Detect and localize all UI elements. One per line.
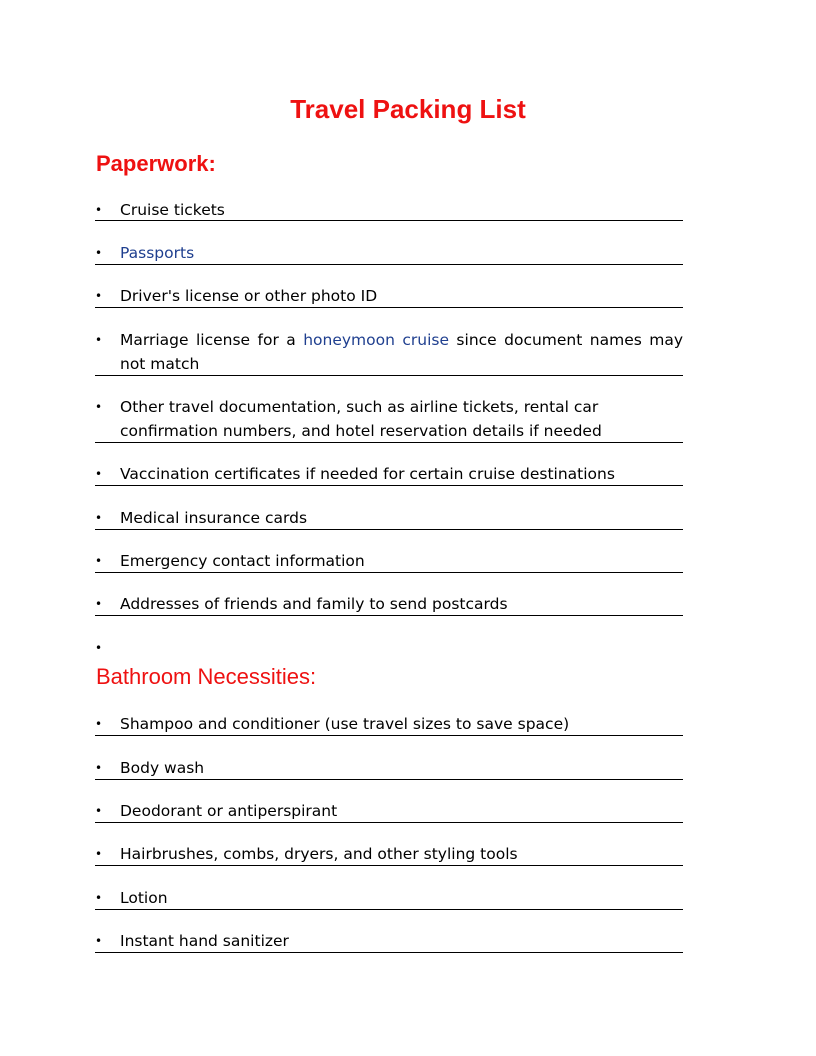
list-item [95,506,683,530]
bullet-icon: • [95,511,103,525]
item-text: Shampoo and conditioner (use travel sizes to save space) [120,715,570,733]
item-text: Addresses of friends and family to send postcards [120,595,508,613]
list-item [95,756,683,780]
item-text: Lotion [120,889,168,907]
bullet-icon: • [95,400,103,414]
bullet-icon: • [95,891,103,905]
item-text: Emergency contact information [120,552,365,570]
bullet-icon: • [95,761,103,775]
item-text [120,328,683,376]
page-title: Travel Packing List [290,94,526,124]
bullet-icon: • [95,333,103,347]
item-text-part: Marriage license for a [120,331,304,349]
list-item [95,592,683,616]
item-text: Body wash [120,759,205,777]
bullet-icon: • [95,847,103,861]
list-item [95,929,683,953]
passports-link[interactable]: Passports [120,244,195,262]
bullet-icon: • [95,203,103,217]
list-item [95,198,683,221]
bullet-icon: • [95,934,103,948]
bullet-icon: • [95,289,103,303]
item-text: Vaccination certificates if needed for certain cruise destinations [120,465,615,483]
item-text: Medical insurance cards [120,509,308,527]
bullet-icon: • [95,246,103,260]
list-item [95,799,683,823]
item-text: Cruise tickets [120,201,225,219]
bullet-icon: • [95,641,103,655]
bullet-icon: • [95,467,103,481]
section-heading-bathroom: Bathroom Necessities: [96,664,317,689]
item-text-part: since document names may not match [120,331,684,373]
list-item [95,712,683,736]
list-item [95,886,683,910]
item-text: Hairbrushes, combs, dryers, and other styling tools [120,845,518,863]
item-text: Other travel documentation, such as airline tickets, rental car confirmation numbers, and hotel reservation details if needed [120,398,602,440]
item-text: Deodorant or antiperspirant [120,802,338,820]
list-item [95,462,683,486]
list-item [95,284,683,308]
bullet-icon: • [95,554,103,568]
bullet-icon: • [95,717,103,731]
list-item [95,328,683,376]
list-item [95,395,683,443]
list-item [95,842,683,866]
list-item [95,549,683,573]
list-item [95,241,683,265]
section-heading-paperwork: Paperwork: [96,151,216,176]
item-text: Instant hand sanitizer [120,932,289,950]
bullet-icon: • [95,597,103,611]
item-text: Driver's license or other photo ID [120,287,378,305]
honeymoon-cruise-link[interactable]: honeymoon cruise [303,331,449,349]
bullet-icon: • [95,804,103,818]
